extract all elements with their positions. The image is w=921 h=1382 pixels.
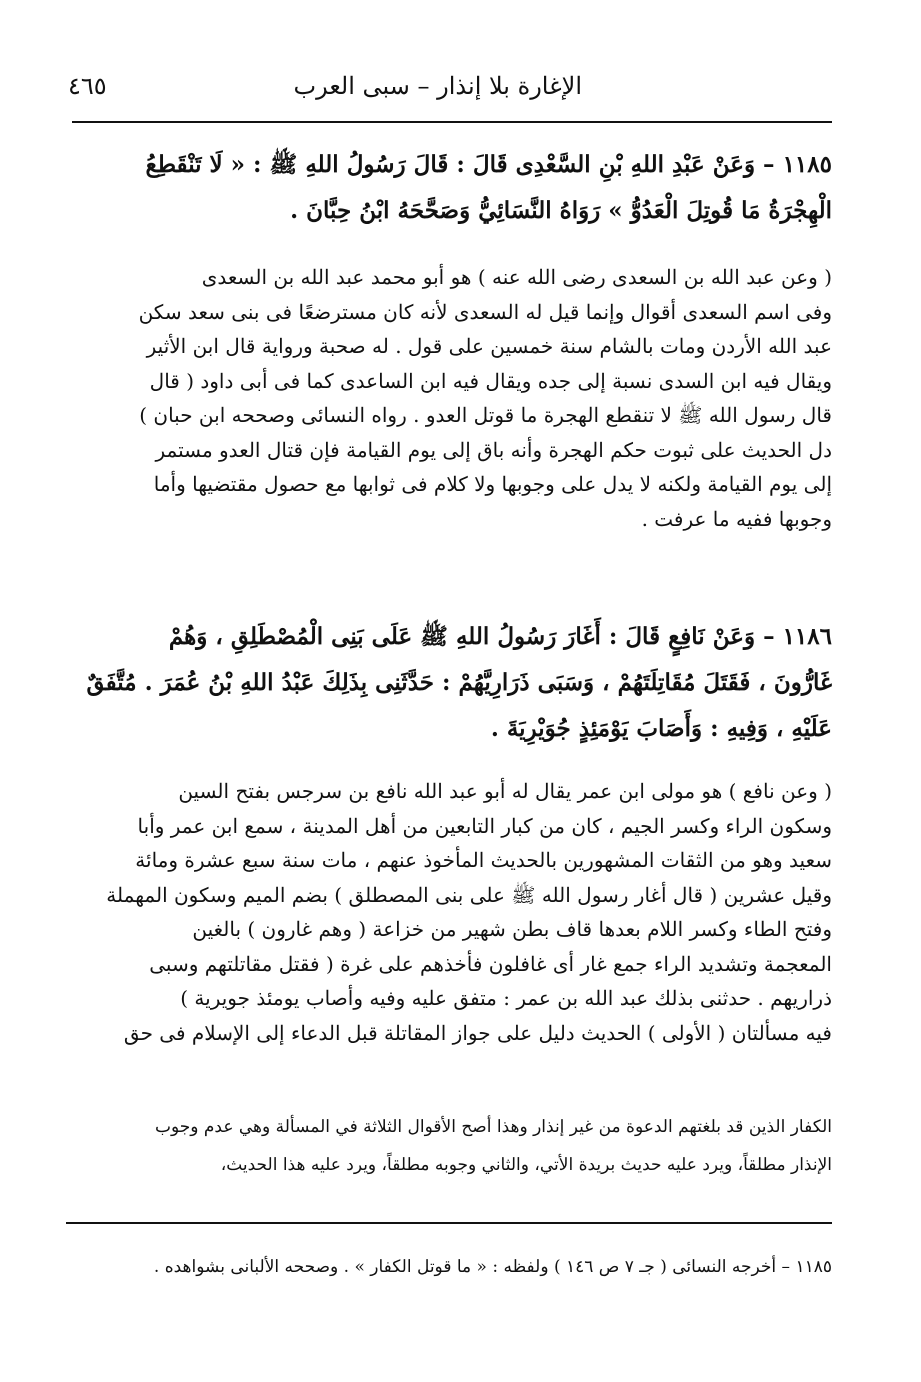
commentary-line: ذراريهم . حدثنى بذلك عبد الله بن عمر : متفق عليه وفيه وأصاب يومئذ جويرية ) bbox=[180, 986, 832, 1010]
hadith-1186 bbox=[66, 614, 832, 752]
commentary-line: الإنذار مطلقاً، ويرد عليه حديث بريدة الأتي، والثاني وجوبه مطلقاً، ويرد عليه هذا الحديث، bbox=[220, 1155, 832, 1175]
running-title: الإغارة بلا إنذار – سبى العرب bbox=[293, 72, 582, 100]
commentary-line: ( وعن نافع ) هو مولى ابن عمر يقال له أبو عبد الله نافع بن سرجس بفتح السين bbox=[178, 779, 832, 803]
commentary-line: إلى يوم القيامة ولكنه لا يدل على وجوبها ولا كلام فى ثوابها مع حصول مقتضيها وأما bbox=[153, 472, 832, 496]
commentary-line: وسكون الراء وكسر الجيم ، كان من كبار التابعين من أهل المدينة ، سمع ابن عمر وأبا bbox=[137, 813, 832, 838]
commentary-1186 bbox=[66, 774, 832, 1050]
hadith-line: الْهِجْرَةُ مَا قُوتِلَ الْعَدُوُّ » رَوَاهُ النَّسَائِيُّ وَصَحَّحَهُ ابْنُ حِبَّانَ . bbox=[290, 197, 832, 224]
commentary-line: المعجمة وتشديد الراء جمع غار أى غافلون فأخذهم على غرة ( فقتل مقاتلتهم وسبى bbox=[149, 951, 832, 976]
commentary-line: سعيد وهو من الثقات المشهورين بالحديث المأخوذ عنهم ، مات سنة سبع عشرة ومائة bbox=[135, 848, 832, 872]
hadith-line: ١١٨٥ – وَعَنْ عَبْدِ اللهِ بْنِ السَّعْدِى قَالَ : قَالَ رَسُولُ اللهِ ﷺ : « لَا تَنْقَطِعُ bbox=[145, 151, 832, 178]
hadith-line: عَلَيْهِ ، وَفِيهِ : وَأَصَابَ يَوْمَئِذٍ جُوَيْرِيَةَ . bbox=[490, 715, 832, 742]
commentary-line: ( وعن عبد الله بن السعدى رضى الله عنه ) هو أبو محمد عبد الله بن السعدى bbox=[201, 265, 832, 289]
hadith-1185 bbox=[66, 142, 832, 234]
commentary-line: عبد الله الأردن ومات بالشام سنة خمسين على قول . له صحبة ورواية قال ابن الأثير bbox=[146, 334, 832, 358]
commentary-line: قال رسول الله ﷺ لا تنقطع الهجرة ما قوتل العدو . رواه النسائى وصححه ابن حبان ) bbox=[139, 403, 832, 427]
hadith-line: غَارُّونَ ، فَقَتَلَ مُقَاتِلَتَهُمْ ، وَسَبَى ذَرَارِيَّهُمْ : حَدَّثَنِى بِذَلِكَ عَبْدُ اللهِ بْنُ عُمَرَ . مُتَّفَقٌ bbox=[86, 669, 832, 696]
page-header bbox=[68, 72, 830, 112]
commentary-line: وقيل عشرين ( قال أغار رسول الله ﷺ على بنى المصطلق ) بضم الميم وسكون المهملة bbox=[106, 882, 832, 907]
commentary-line: ويقال فيه ابن السدى نسبة إلى جده ويقال فيه ابن الساعدى كما فى أبى داود ( قال bbox=[149, 368, 832, 393]
footnote-rule bbox=[66, 1222, 832, 1224]
commentary-line: وجوبها ففيه ما عرفت . bbox=[641, 506, 832, 531]
hadith-line: ١١٨٦ – وَعَنْ نَافِعٍ قَالَ : أَغَارَ رَسُولُ اللهِ ﷺ عَلَى بَنِى الْمُصْطَلِقِ ، وَهُمْ bbox=[168, 623, 832, 650]
page-number: ٤٦٥ bbox=[68, 72, 107, 100]
commentary-line: وفى اسم السعدى أقوال وإنما قيل له السعدى لأنه كان مسترضعًا فى بنى سعد سكن bbox=[138, 299, 832, 324]
commentary-line: الكفار الذين قد بلغتهم الدعوة من غير إنذار وهذا أصح الأقوال الثلاثة في المسألة وهي عدم وجوب bbox=[154, 1117, 832, 1137]
header-rule bbox=[72, 121, 832, 123]
commentary-line: فيه مسألتان ( الأولى ) الحديث دليل على جواز المقاتلة قبل الدعاء إلى الإسلام فى حق bbox=[123, 1020, 832, 1045]
footnote: ١١٨٥ – أخرجه النسائى ( جـ ٧ ص ١٤٦ ) ولفظه : « ما قوتل الكفار » . وصححه الألبانى بشواهده . bbox=[153, 1257, 832, 1277]
commentary-line: وفتح الطاء وكسر اللام بعدها قاف بطن شهير من خزاعة ( وهم غارون ) بالغين bbox=[192, 917, 832, 941]
commentary-1185 bbox=[66, 260, 832, 536]
commentary-1186-continued bbox=[66, 1108, 832, 1184]
commentary-line: دل الحديث على ثبوت حكم الهجرة وأنه باق إلى يوم القيامة فإن قتال العدو مستمر bbox=[155, 437, 832, 462]
